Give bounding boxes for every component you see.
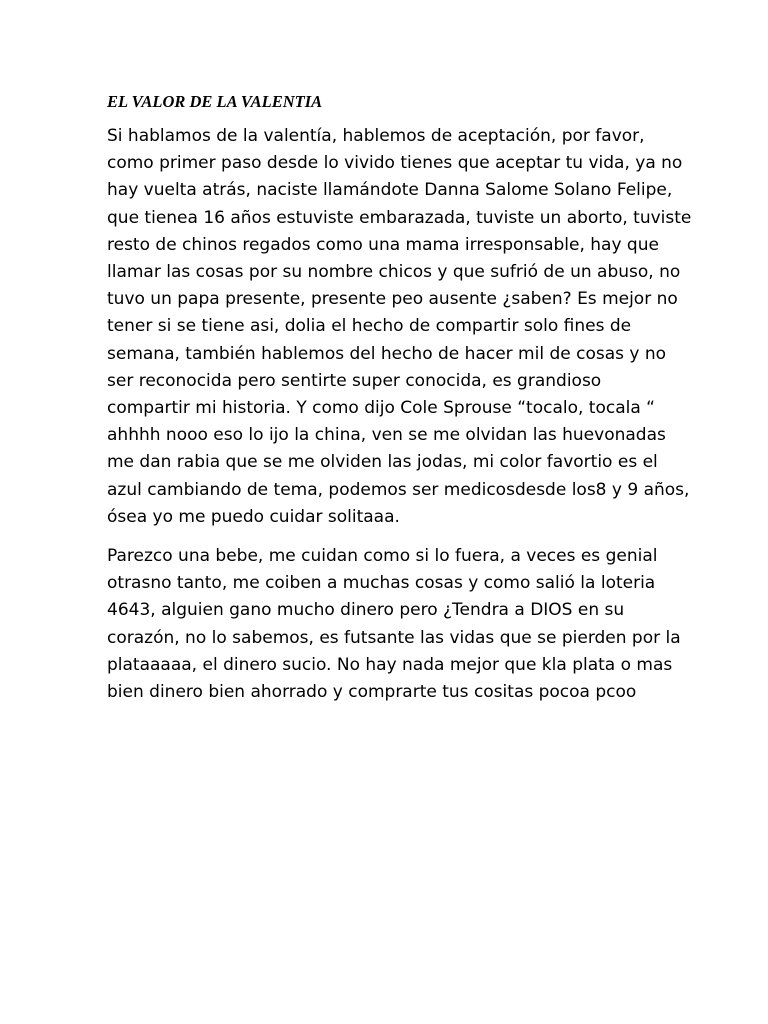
text-line: ósea yo me puedo cuidar solitaaa. [107, 506, 400, 527]
paragraph-2 [107, 543, 681, 706]
text-line: corazón, no lo sabemos, es futsante las vidas que se pierden por la [107, 627, 681, 648]
text-line: tener si se tiene asi, dolia el hecho de compartir solo fines de [107, 316, 632, 337]
text-line: Si hablamos de la valentía, hablemos de aceptación, por favor, [107, 126, 645, 146]
text-line: tuvo un papa presente, presente peo ausente ¿saben? Es mejor no [107, 289, 678, 310]
text-line: me dan rabia que se me olviden las jodas, mi color favortio es el [107, 452, 658, 473]
text-line: ahhhh nooo eso lo ijo la china, ven se me olvidan las huevonadas [107, 425, 666, 446]
text-line: hay vuelta atrás, naciste llamándote Danna Salome Solano Felipe, [107, 180, 673, 201]
text-line: llamar las cosas por su nombre chicos y que sufrió de un abuso, no [107, 262, 681, 283]
document-title: EL VALOR DE LA VALENTIA [107, 92, 323, 111]
text-line: otrasno tanto, me coiben a muchas cosas y como salió la loteria [107, 573, 656, 594]
text-line: plataaaaa, el dinero sucio. No hay nada mejor que kla plata o mas [107, 654, 673, 675]
text-line: azul cambiando de tema, podemos ser medicosdesde los8 y 9 años, [107, 479, 690, 500]
text-line: resto de chinos regados como una mama irresponsable, hay que [107, 234, 659, 255]
text-line: ser reconocida pero sentirte super conocida, es grandioso [107, 370, 602, 391]
text-line: compartir mi historia. Y como dijo Cole Sprouse “tocalo, tocala “ [107, 398, 655, 419]
text-line: semana, también hablemos del hecho de hacer mil de cosas y no [107, 343, 667, 364]
text-line: bien dinero bien ahorrado y comprarte tus cositas pocoa pcoo [107, 682, 637, 703]
paragraph-1 [107, 123, 691, 531]
text-line: 4643, alguien gano mucho dinero pero ¿Tendra a DIOS en su [107, 600, 625, 621]
text-line: como primer paso desde lo vivido tienes que aceptar tu vida, ya no [107, 153, 683, 174]
text-line: Parezco una bebe, me cuidan como si lo fuera, a veces es genial [107, 546, 658, 566]
text-line: que tienea 16 años estuviste embarazada, tuviste un aborto, tuviste [107, 207, 692, 228]
